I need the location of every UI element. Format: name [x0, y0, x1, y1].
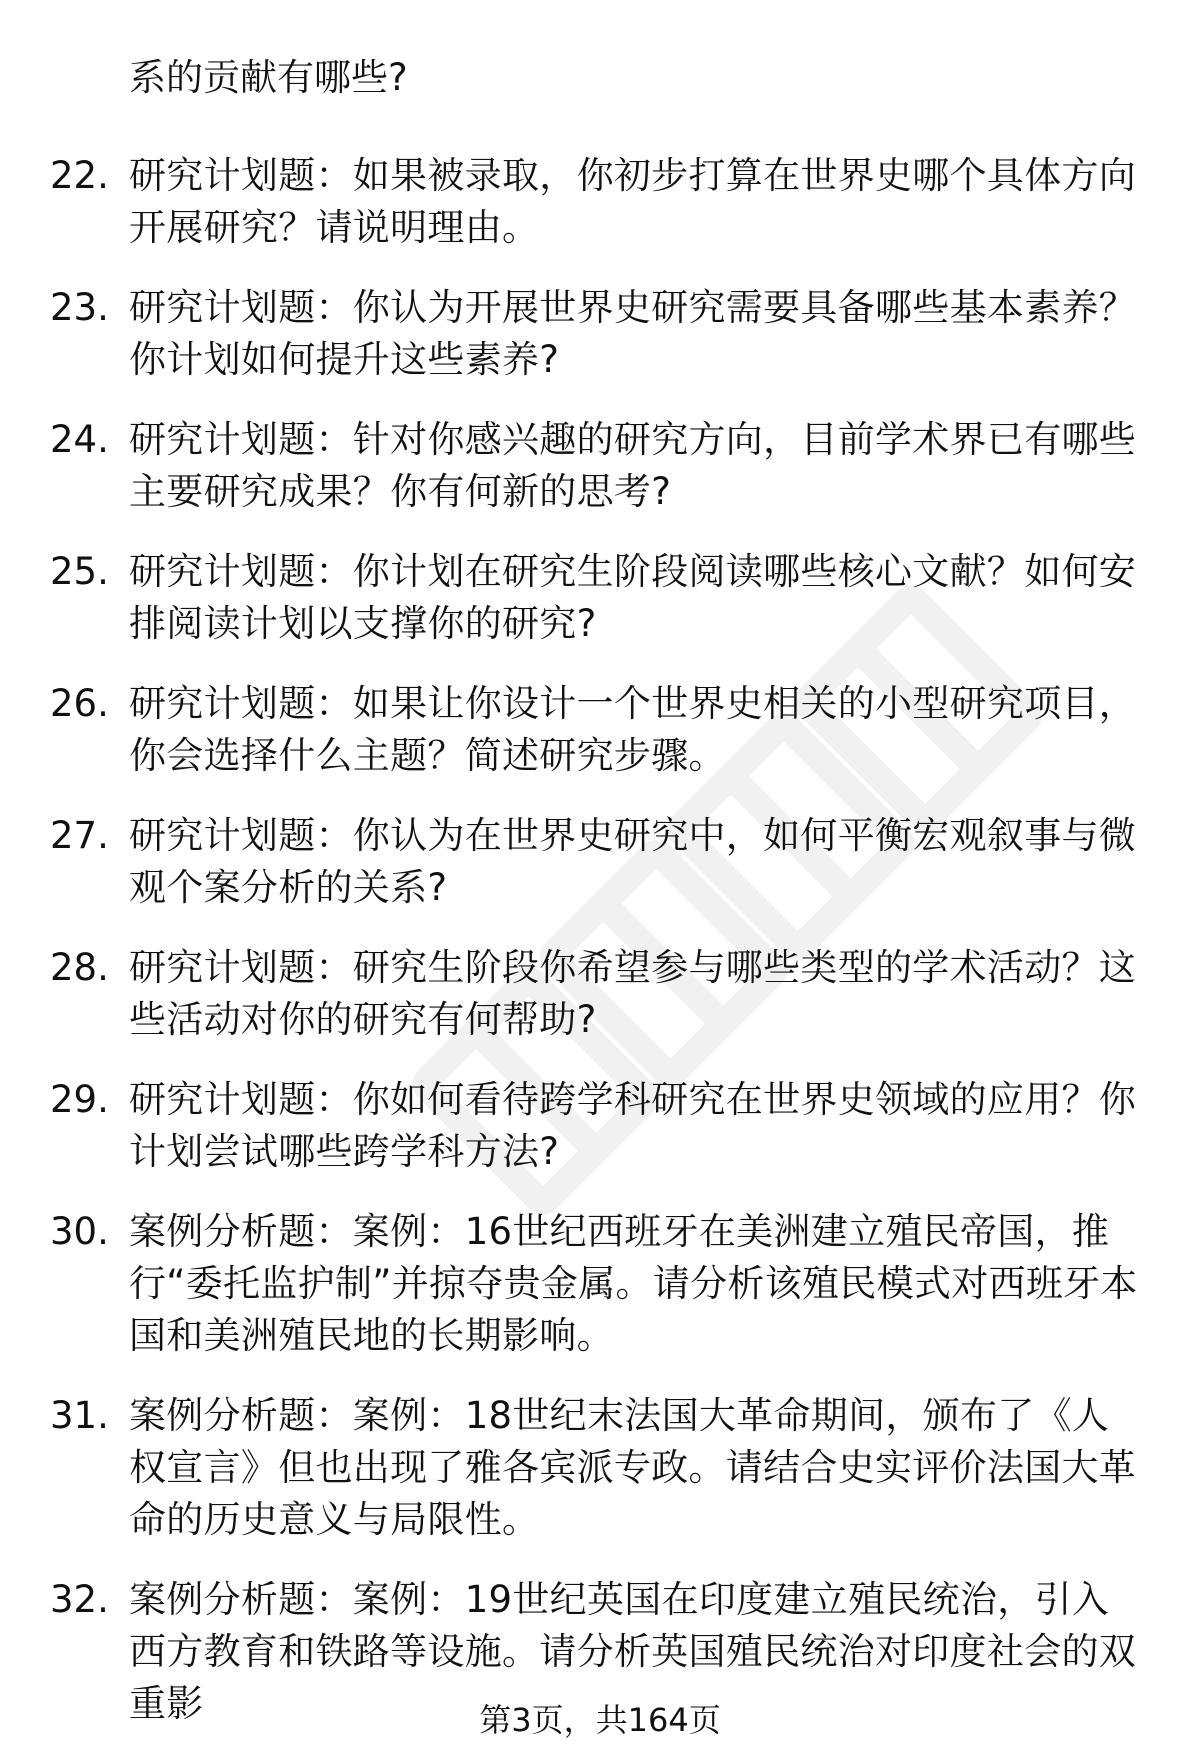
question-number: 22.	[50, 154, 109, 197]
question-item	[0, 546, 1200, 678]
question-text: 研究计划题：针对你感兴趣的研究方向，目前学术界已有哪些主要研究成果？你有何新的思考?	[129, 418, 1137, 513]
question-number: 31.	[50, 1394, 109, 1437]
page-footer: 第3页，共164页	[479, 1701, 721, 1739]
question-item	[0, 282, 1200, 414]
question-text: 研究计划题：你认为在世界史研究中，如何平衡宏观叙事与微观个案分析的关系?	[129, 814, 1137, 909]
question-text: 研究计划题：你如何看待跨学科研究在世界史领域的应用？你计划尝试哪些跨学科方法?	[129, 1078, 1137, 1173]
question-number: 29.	[50, 1078, 109, 1121]
question-text: 研究计划题：你计划在研究生阶段阅读哪些核心文献？如何安排阅读计划以支撑你的研究?	[129, 550, 1137, 645]
question-item	[0, 1074, 1200, 1206]
question-item	[0, 678, 1200, 810]
question-number: 24.	[50, 418, 109, 461]
question-number: 25.	[50, 550, 109, 593]
question-item	[0, 150, 1200, 282]
question-item	[0, 810, 1200, 942]
question-text: 案例分析题：案例：16世纪西班牙在美洲建立殖民帝国，推行“委托监护制”并掠夺贵金属。请分析该殖民模式对西班牙本国和美洲殖民地的长期影响。	[129, 1210, 1138, 1357]
question-item	[0, 1206, 1200, 1390]
question-text: 案例分析题：案例：19世纪英国在印度建立殖民统治，引入西方教育和铁路等设施。请分析英国殖民统治对印度社会的双重影	[129, 1578, 1137, 1725]
question-item	[0, 1390, 1200, 1574]
question-text: 研究计划题：如果被录取，你初步打算在世界史哪个具体方向开展研究？请说明理由。	[129, 154, 1137, 249]
question-number: 23.	[50, 286, 109, 329]
question-number: 28.	[50, 946, 109, 989]
question-number: 30.	[50, 1210, 109, 1253]
question-item	[0, 414, 1200, 546]
question-number: 26.	[50, 682, 109, 725]
question-text: 研究计划题：你认为开展世界史研究需要具备哪些基本素养？你计划如何提升这些素养?	[129, 286, 1137, 381]
question-text: 研究计划题：如果让你设计一个世界史相关的小型研究项目，你会选择什么主题？简述研究步骤。	[129, 682, 1137, 777]
question-item	[0, 942, 1200, 1074]
question-number: 27.	[50, 814, 109, 857]
question-number: 32.	[50, 1578, 109, 1621]
continuation-text: 系的贡献有哪些?	[129, 56, 408, 99]
question-text: 研究计划题：研究生阶段你希望参与哪些类型的学术活动？这些活动对你的研究有何帮助?	[129, 946, 1137, 1041]
question-text: 案例分析题：案例：18世纪末法国大革命期间，颁布了《人权宣言》但也出现了雅各宾派专政。请结合史实评价法国大革命的历史意义与局限性。	[129, 1394, 1137, 1541]
